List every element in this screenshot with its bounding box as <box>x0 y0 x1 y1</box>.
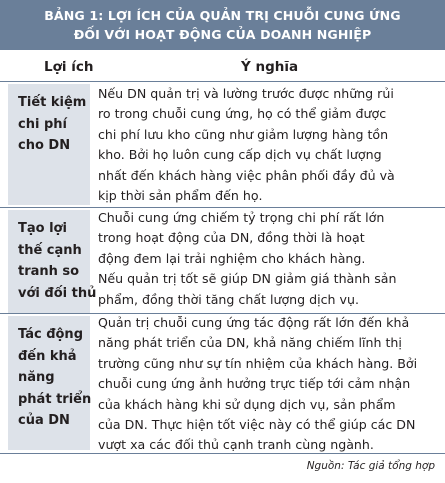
row-text-line: kịp thời sản phẩm đến họ. <box>98 187 263 203</box>
row-text-line: Chuỗi cung ứng chiếm tỷ trọng chi phí rất lớn <box>98 210 385 225</box>
row-text-competitive-advantage <box>98 208 434 310</box>
row-text-cost-saving <box>98 84 434 206</box>
row-label-line: Tiết kiệm <box>18 95 87 110</box>
row-text-line: trường cũng như sự tín nhiệm của khách hàng. Bởi <box>98 355 418 371</box>
row-text-line: kho. Bởi họ luôn cung cấp dịch vụ chất lượng <box>98 147 382 163</box>
row-label-development-impact <box>8 316 90 450</box>
row-label-line: năng <box>18 370 55 385</box>
row-text-line: Nếu quản trị tốt sẽ giúp DN giảm giá thành sản <box>98 271 397 287</box>
row-label-line: thế cạnh <box>18 242 82 258</box>
row-label-line: Tác động <box>18 327 83 342</box>
table-title <box>0 0 445 50</box>
row-text-line: nhất đến khách hàng việc phân phối đầy đủ và <box>98 167 395 183</box>
row-label-competitive-advantage <box>8 210 97 313</box>
row-label-line: phát triển <box>18 391 92 407</box>
header-divider <box>0 81 445 82</box>
row-text-line: ro trong chuỗi cung ứng, họ có thể giảm được <box>98 106 387 122</box>
row-label-line: Tạo lợi <box>18 221 67 236</box>
row-text-line: Quản trị chuỗi cung ứng tác động rất lớn đến khả <box>98 315 410 330</box>
column-header-benefit: Lợi ích <box>44 59 94 75</box>
row-label-line: của DN <box>18 413 70 428</box>
table-title-line-1: BẢNG 1: LỢI ÍCH CỦA QUẢN TRỊ CHUỖI CUNG ỨNG <box>44 8 401 23</box>
row-label-line: đến khả <box>18 348 77 364</box>
row-text-line: chi phí lưu kho cũng như giảm lượng hàng tồn <box>98 126 389 142</box>
row-text-line: của khách hàng khi sử dụng dịch vụ, sản phẩm <box>98 396 396 412</box>
row-label-line: tranh so <box>18 264 80 279</box>
table-bottom-rule <box>0 453 445 454</box>
row-text-development-impact <box>98 313 434 456</box>
row-label-cost-saving <box>8 84 90 205</box>
row-label-line: cho DN <box>18 138 71 153</box>
column-header-meaning: Ý nghĩa <box>241 59 299 75</box>
row-text-line: của DN. Thực hiện tốt việc này có thể giúp các DN <box>98 416 416 432</box>
row-text-line: chuỗi cung ứng ảnh hưởng trực tiếp tới cảm nhận <box>98 376 411 392</box>
row-label-line: chi phí <box>18 116 67 132</box>
row-text-line: trong hoạt động của DN, đồng thời là hoạt <box>98 230 365 246</box>
table-title-line-2: ĐỐI VỚI HOẠT ĐỘNG CỦA DOANH NGHIỆP <box>73 27 372 42</box>
row-text-line: vượt xa các đối thủ cạnh tranh cùng ngành. <box>98 437 374 453</box>
row-text-line: phẩm, đồng thời tăng chất lượng dịch vụ. <box>98 291 359 307</box>
source-note: Nguồn: Tác giả tổng hợp <box>306 460 435 472</box>
row-label-line: với đối thủ <box>18 285 97 301</box>
row-text-line: năng phát triển của DN, khả năng chiếm lĩnh thị <box>98 335 402 351</box>
row-text-line: động đem lại trải nghiệm cho khách hàng. <box>98 250 366 266</box>
row-text-line: Nếu DN quản trị và lường trước được những rủi <box>98 86 394 101</box>
